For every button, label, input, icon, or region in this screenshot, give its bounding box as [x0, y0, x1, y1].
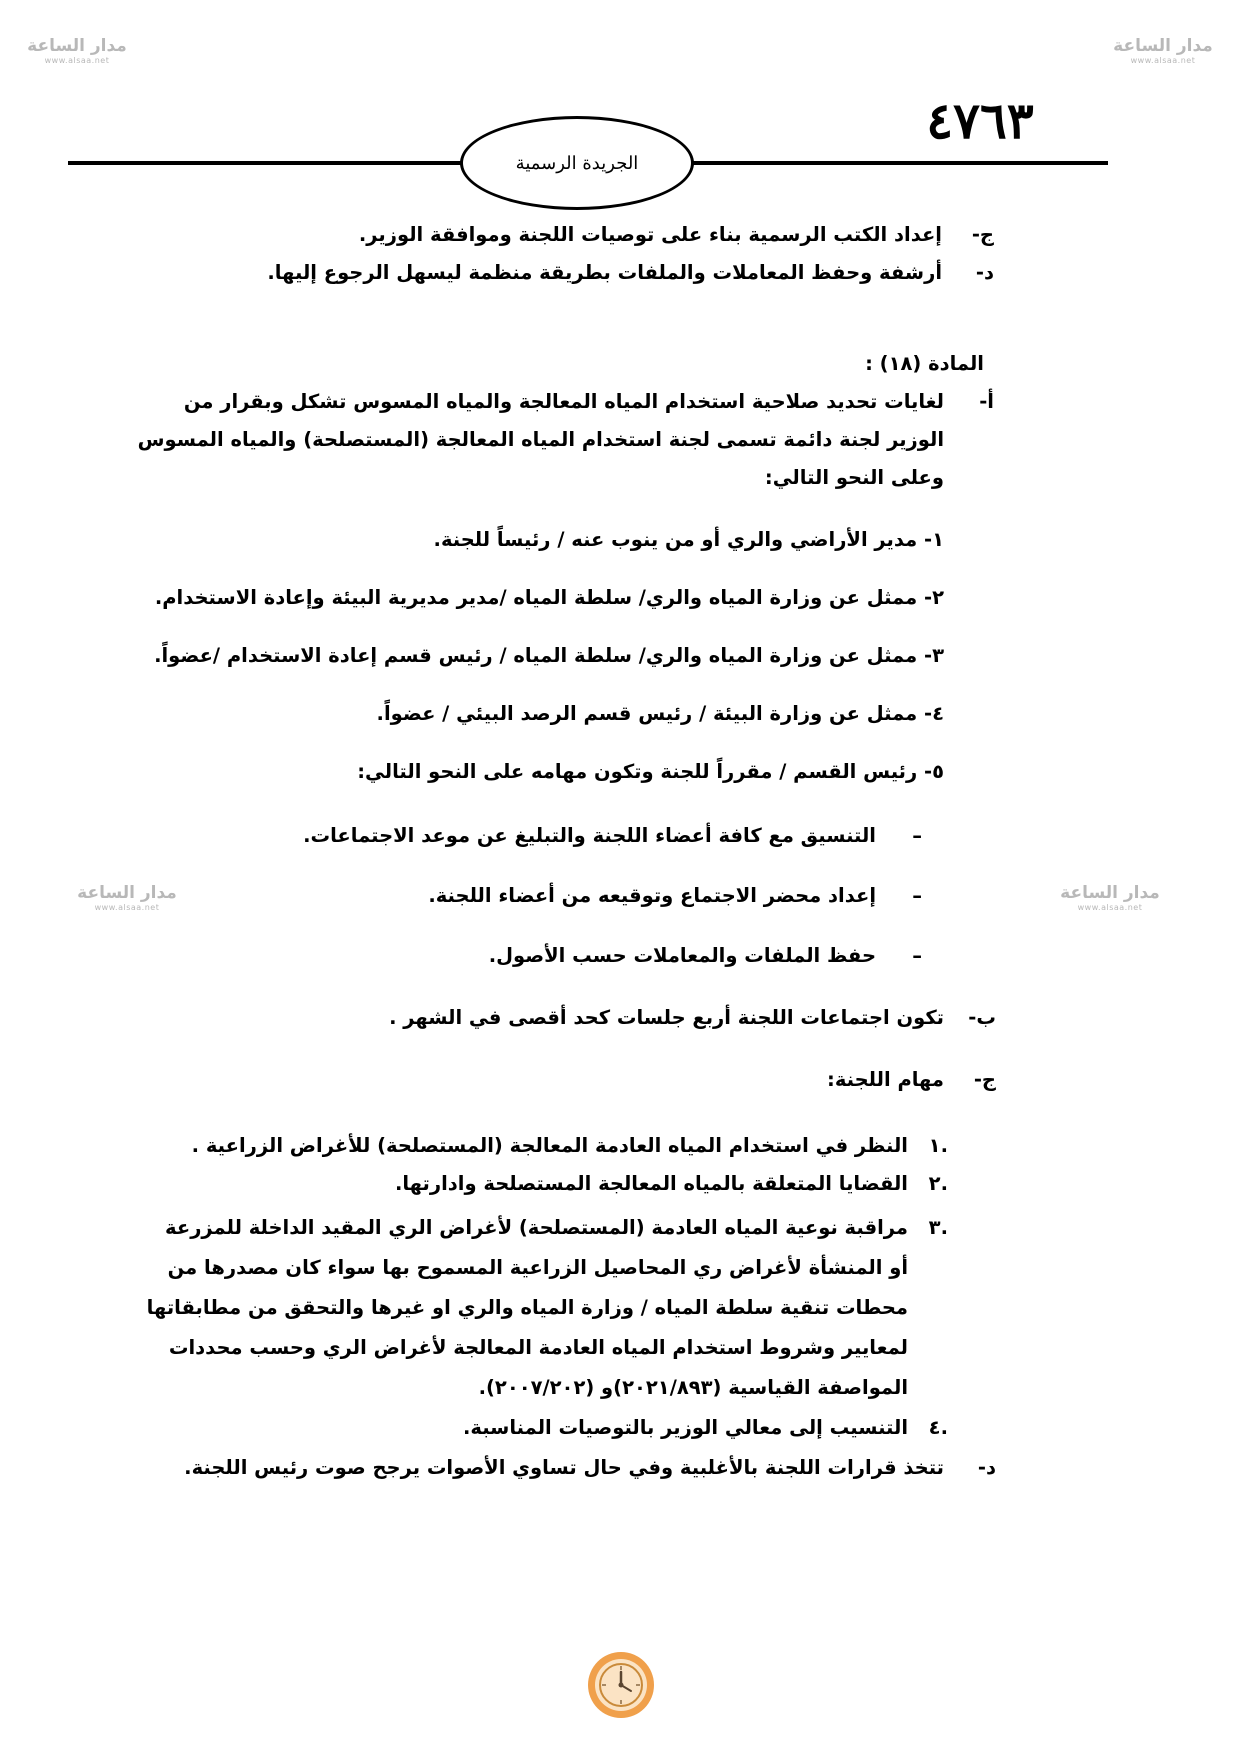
duty-dash: –	[912, 884, 922, 907]
rapporteur-duty-1: التنسيق مع كافة أعضاء اللجنة والتبليغ عن موعد الاجتماعات.	[303, 824, 876, 847]
watermark-name: مدار الساعة	[27, 36, 127, 56]
intro-item-d-text: أرشفة وحفظ المعاملات والملفات بطريقة منظمة ليسهل الرجوع إليها.	[267, 261, 942, 284]
task-4-number: ٤.	[928, 1416, 948, 1439]
watermark-mid-right	[1055, 883, 1165, 912]
duty-dash: –	[912, 824, 922, 847]
watermark-top-right	[1108, 36, 1218, 65]
watermark-mid-left	[72, 883, 182, 912]
duty-dash: –	[912, 944, 922, 967]
task-2-number: ٢.	[928, 1172, 948, 1195]
watermark-url: www.alsaa.net	[1130, 56, 1196, 65]
rapporteur-duty-2: إعداد محضر الاجتماع وتوقيعه من أعضاء اللجنة.	[428, 884, 876, 907]
task-3-line-2: أو المنشأة لأغراض ري المحاصيل الزراعية المسموح بها سواء كان مصدرها من	[167, 1256, 908, 1279]
clock-logo	[586, 1650, 656, 1720]
clause-d-text: تتخذ قرارات اللجنة بالأغلبية وفي حال تساوي الأصوات يرجح صوت رئيس اللجنة.	[184, 1456, 944, 1479]
task-1-text: النظر في استخدام المياه العادمة المعالجة (المستصلحة) للأغراض الزراعية .	[191, 1134, 908, 1157]
task-2-text: القضايا المتعلقة بالمياه المعالجة المستصلحة وادارتها.	[394, 1172, 908, 1195]
clause-a-marker: أ-	[979, 390, 994, 413]
task-1-number: ١.	[928, 1134, 948, 1157]
clause-c-marker: ج-	[973, 1068, 996, 1091]
clause-c-text: مهام اللجنة:	[827, 1068, 944, 1091]
clause-a-line-1: لغايات تحديد صلاحية استخدام المياه المعالجة والمياه المسوس تشكل وبقرار من	[183, 390, 944, 413]
clause-a-line-3: وعلى النحو التالي:	[764, 466, 944, 489]
task-3-line-4: لمعايير وشروط استخدام المياه العادمة المعالجة لأغراض الري وحسب محددات	[168, 1336, 908, 1359]
watermark-name: مدار الساعة	[77, 883, 177, 903]
committee-member-5: ٥- رئيس القسم / مقرراً للجنة وتكون مهامه على النحو التالي:	[357, 760, 944, 783]
watermark-url: www.alsaa.net	[1077, 903, 1143, 912]
watermark-url: www.alsaa.net	[44, 56, 110, 65]
clause-a-line-2: الوزير لجنة دائمة تسمى لجنة استخدام المياه المعالجة (المستصلحة) والمياه المسوس	[137, 428, 944, 451]
clock-icon	[586, 1650, 656, 1720]
watermark-top-left	[22, 36, 132, 65]
committee-member-3: ٣- ممثل عن وزارة المياه والري/ سلطة المياه / رئيس قسم إعادة الاستخدام /عضواً.	[154, 644, 944, 667]
watermark-name: مدار الساعة	[1113, 36, 1213, 56]
task-3-line-3: محطات تنقية سلطة المياه / وزارة المياه والري او غيرها والتحقق من مطابقاتها	[146, 1296, 908, 1319]
task-3-line-5: المواصفة القياسية (٢٠٢١/٨٩٣)و (٢٠٠٧/٢٠٢).	[478, 1376, 908, 1399]
task-3-number: ٣.	[928, 1216, 948, 1239]
header-title: الجريدة الرسمية	[515, 152, 639, 174]
intro-item-marker-c: ج-	[971, 223, 994, 246]
intro-item-marker-d: د-	[975, 261, 994, 284]
task-3-line-1: مراقبة نوعية المياه العادمة (المستصلحة) لأغراض الري المقيد الداخلة للمزرعة	[165, 1216, 908, 1239]
clause-b-text: تكون اجتماعات اللجنة أربع جلسات كحد أقصى في الشهر .	[389, 1006, 944, 1029]
header-ellipse	[460, 116, 694, 210]
watermark-name: مدار الساعة	[1060, 883, 1160, 903]
committee-member-1: ١- مدير الأراضي والري أو من ينوب عنه / رئيساً للجنة.	[433, 528, 944, 551]
watermark-url: www.alsaa.net	[94, 903, 160, 912]
task-4-text: التنسيب إلى معالي الوزير بالتوصيات المناسبة.	[462, 1416, 908, 1439]
page-number: ٤٧٦٣	[926, 91, 1034, 150]
intro-item-c-text: إعداد الكتب الرسمية بناء على توصيات اللجنة وموافقة الوزير.	[358, 223, 942, 246]
clause-d-marker: د-	[977, 1456, 996, 1479]
committee-member-4: ٤- ممثل عن وزارة البيئة / رئيس قسم الرصد البيئي / عضواً.	[376, 702, 944, 725]
rapporteur-duty-3: حفظ الملفات والمعاملات حسب الأصول.	[488, 944, 876, 967]
clause-b-marker: ب-	[968, 1006, 996, 1029]
article-heading: المادة (١٨) :	[865, 352, 984, 375]
committee-member-2: ٢- ممثل عن وزارة المياه والري/ سلطة المياه /مدير مديرية البيئة وإعادة الاستخدام.	[154, 586, 944, 609]
